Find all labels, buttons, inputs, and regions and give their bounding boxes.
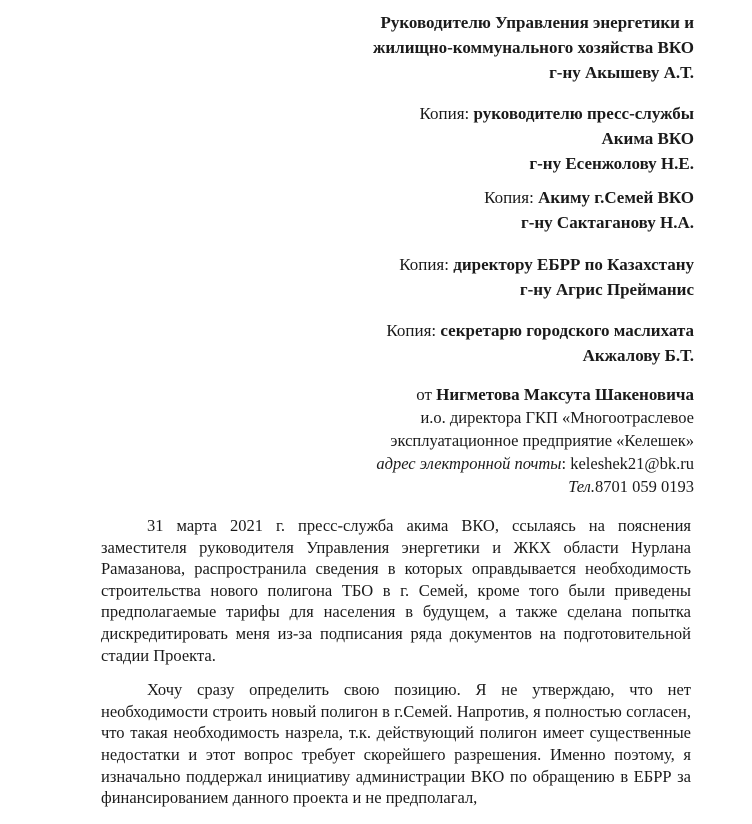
email-label: адрес электронной почты — [376, 454, 562, 473]
email-value: : keleshek21@bk.ru — [561, 454, 694, 473]
copy-label: Копия: — [386, 321, 441, 340]
addressee-line: г-ну Есенжолову Н.Е. — [529, 154, 694, 173]
sender-name: Нигметова Максута Шакеновича — [436, 385, 694, 404]
copy-addressee-akim — [484, 185, 694, 235]
phone-label: Тел. — [568, 477, 595, 496]
addressee-line: Акима ВКО — [601, 129, 694, 148]
addressee-line: директору ЕБРР по Казахстану — [453, 255, 694, 274]
body-paragraph: 31 марта 2021 г. пресс-служба акима ВКО, ссылаясь на пояснения заместителя руководителя Управления энергетики и ЖКХ области Нурлана Рамазанова, распространила сведения в которых оправдывается необходимость строительства нового полигона ТБО в г. Семей, кроме того были приведены предполагаемые тарифы для населения в будущем, а также сделана попытка дискредитировать меня из-за подписания ряда документов на подготовительной стадии Проекта. — [101, 516, 691, 665]
addressee-line: г-ну Сактаганову Н.А. — [521, 213, 694, 232]
sender-position: эксплуатационное предприятие «Келешек» — [390, 431, 694, 450]
body-paragraph: Хочу сразу определить свою позицию. Я не утверждаю, что нет необходимости строить новый полигон в г.Семей. Напротив, я полностью согласен, что такая необходимость назрела, т.к. действующий полигон имеет существенные недостатки и этот вопрос требует скорейшего разрешения. Именно поэтому, я изначально поддержал инициативу администрации ВКО по обращению в ЕБРР за финансированием данного проекта и не предполагал, — [101, 680, 691, 808]
from-label: от — [416, 385, 437, 404]
copy-addressee-press — [420, 101, 695, 176]
copy-label: Копия: — [419, 104, 474, 123]
copy-addressee-maslikhat — [386, 318, 694, 368]
copy-label: Копия: — [399, 255, 454, 274]
addressee-line: Акжалову Б.Т. — [582, 346, 694, 365]
addressee-line: жилищно-коммунального хозяйства ВКО — [373, 38, 694, 57]
copy-addressee-ebrd — [399, 252, 694, 302]
addressee-line: руководителю пресс-службы — [473, 104, 694, 123]
addressee-main — [373, 10, 694, 85]
addressee-line: г-ну Агрис Прейманис — [519, 280, 694, 299]
letter-body — [101, 515, 691, 822]
addressee-line: секретарю городского маслихата — [440, 321, 694, 340]
sender-block — [376, 383, 694, 498]
addressee-line: Руководителю Управления энергетики и — [380, 13, 694, 32]
addressee-line: Акиму г.Семей ВКО — [538, 188, 694, 207]
phone-value: 8701 059 0193 — [595, 477, 694, 496]
sender-position: и.о. директора ГКП «Многоотраслевое — [420, 408, 694, 427]
copy-label: Копия: — [484, 188, 539, 207]
addressee-line: г-ну Акышеву А.Т. — [549, 63, 694, 82]
